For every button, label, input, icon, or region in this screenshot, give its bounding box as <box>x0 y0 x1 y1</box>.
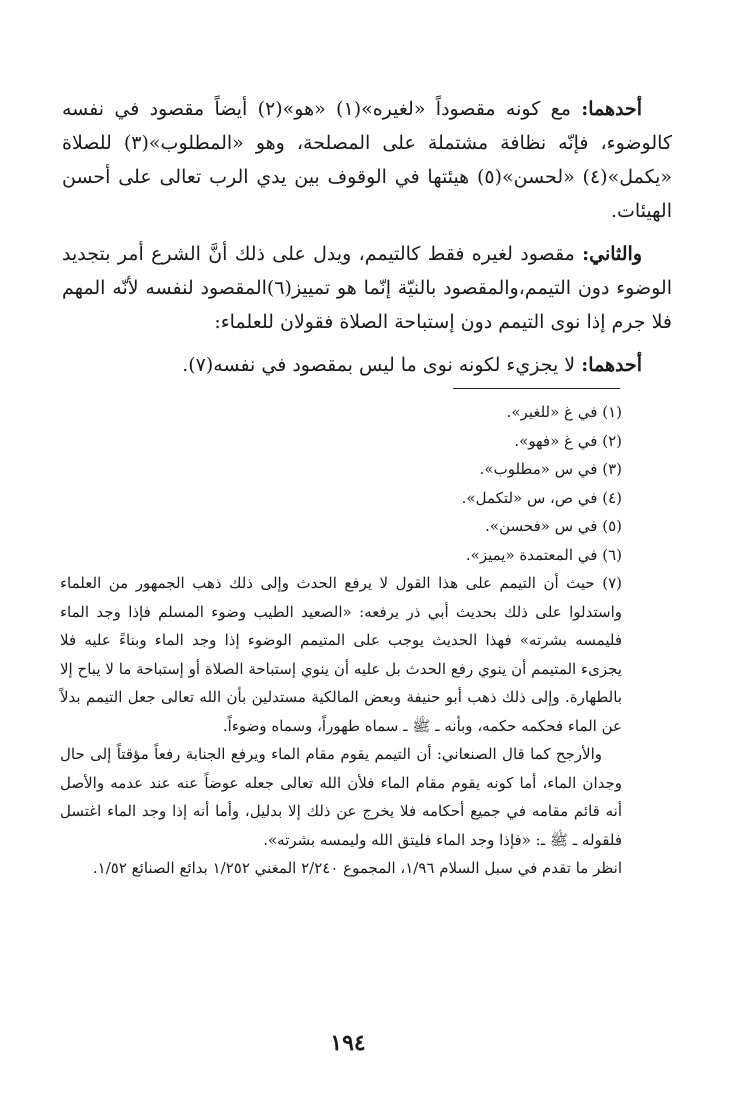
paragraph-text: مع كونه مقصوداً «لغيره»(١) «هو»(٢) أيضاً مقصود في نفسه كالوضوء، فإنّه نظافة مشتملة على المصلحة، وهو «المطلوب»(٣) للصلاة «يكمل»(٤) «لحسن»(٥) هيئتها في الوقوف بين يدي الرب تعالى على أحسن الهيئات. <box>62 98 672 222</box>
paragraph-first-opinion <box>62 92 672 228</box>
paragraph-label: أحدهما: <box>581 354 642 376</box>
paragraph-label: أحدهما: <box>581 98 642 120</box>
paragraph-text: لا يجزيء لكونه نوى ما ليس بمقصود في نفسه(٧). <box>182 354 582 376</box>
footnote-item: (٤) في ص، س «لتكمل». <box>461 488 622 507</box>
footnote-item: (٥) في س «فحسن». <box>485 517 622 535</box>
footnote-seven-preferred-view: والأرجح كما قال الصنعاني: أن التيمم يقوم مقام الماء ويرفع الجنابة رفعاً مؤقتاً إلى حال وجدان الماء، أما كونه يقوم مقام الماء فلأن الله تعالى جعله عوضاً عنه عند عدمه والأصل أنه قائم مقامه في جميع أحكامه فلا يخرج عن ذلك إلا بدليل، وأما أنه إذا وجد الماء اغتسل فلقوله ـ ﷺ ـ: «فإذا وجد الماء فليتق الله وليمسه بشرته». <box>60 745 622 849</box>
paragraph-label: والثاني: <box>582 243 642 265</box>
page-number: ١٩٤ <box>330 1030 366 1056</box>
main-text <box>62 92 672 391</box>
footnote-seven <box>60 569 622 883</box>
paragraph-second-opinion <box>62 237 672 339</box>
footnote-item: (١) في غ «للغير». <box>506 403 622 421</box>
paragraph-text: مقصود لغيره فقط كالتيمم، ويدل على ذلك أنَّ الشرع أمر بتجديد الوضوء دون التيمم،والمقصود بالنيّة إنّما هو تمييز(٦)المقصود لنفسه لأنّه المهم فلا جرم إذا نوى التيمم دون إستباحة الصلاة فقولان للعلماء: <box>62 243 672 333</box>
footnote-item: (٢) في غ «فهو». <box>514 431 622 450</box>
footnote-seven-references: انظر ما تقدم في سبل السلام ١/٩٦، المجموع ٢/٢٤٠ المغني ١/٢٥٢ بدائع الصنائع ١/٥٢. <box>92 859 622 877</box>
footnote-item: (٦) في المعتمدة «يميز». <box>465 545 622 564</box>
paragraph-first-saying <box>62 348 672 382</box>
footnote-divider <box>453 388 620 389</box>
footnote-seven-main: (٧) حيث أن التيمم على هذا القول لا يرفع الحدث وإلى ذلك ذهب الجمهور من العلماء واستدلوا على ذلك بحديث أبي ذر يرفعه: «الصعيد الطيب وضوء المسلم فإذا وجد الماء فليمسه بشرته» فهذا الحديث يوجب على المتيمم الوضوء إذا وجد الماء وبناءً عليه فلا يجزىء المتيمم أن ينوي رفع الحدث بل عليه أن ينوي إستباحة الصلاة أو إستباحة ما لا يباح إلا بالطهارة. وإلى ذلك ذهب أبو حنيفة وبعض المالكية مستدلين بأن الله تعالى جعل التيمم بدلاً عن الماء فحكمه حكمه، وبأنه ـ ﷺ ـ سماه طهوراً، وسماه وضوءاً. <box>60 574 622 735</box>
footnotes <box>60 398 622 883</box>
footnote-item: (٣) في س «مطلوب». <box>479 460 622 478</box>
